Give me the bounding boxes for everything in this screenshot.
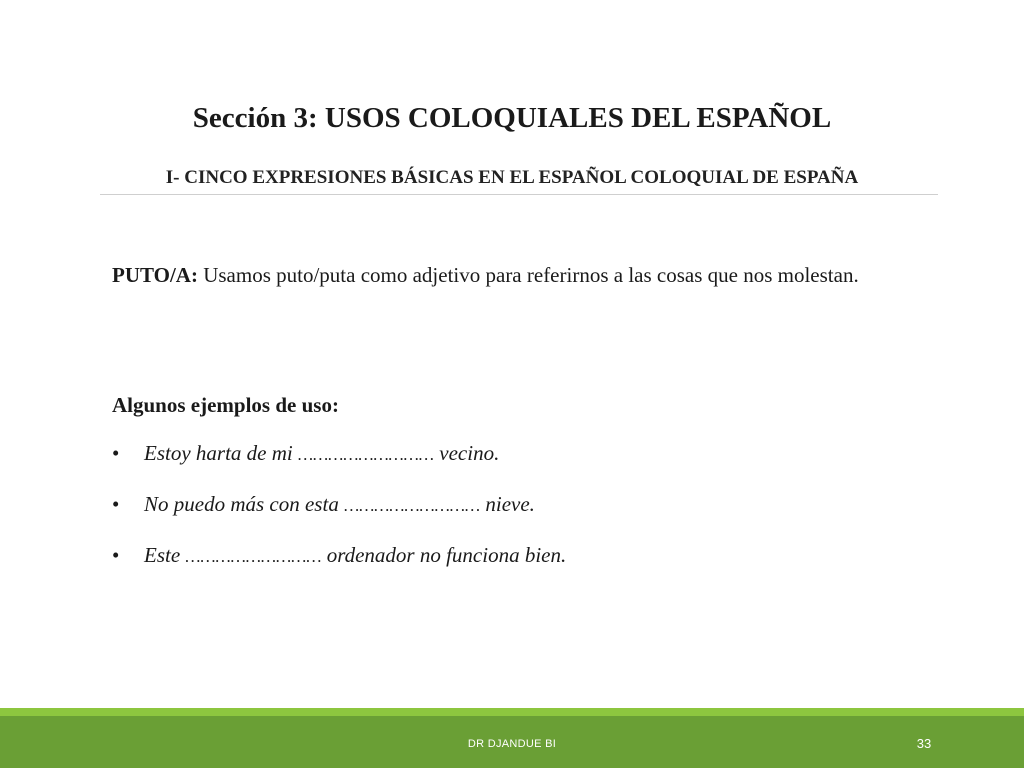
definition-paragraph (112, 258, 930, 292)
example-text-before: Estoy harta de mi (144, 441, 298, 465)
example-text-before: No puedo más con esta (144, 492, 345, 516)
example-text-after: nieve. (480, 492, 535, 516)
page-number: 33 (916, 736, 932, 751)
slide-subtitle: I- CINCO EXPRESIONES BÁSICAS EN EL ESPAÑOL COLOQUIAL DE ESPAÑA (165, 167, 859, 188)
footer-accent-strip (0, 708, 1024, 716)
definition-text: Usamos puto/puta como adjetivo para referirnos a las cosas que nos molestan. (197, 263, 859, 287)
footer-author: DR DJANDUE BI (467, 738, 557, 750)
bullet-icon: • (112, 441, 120, 465)
example-item (112, 436, 930, 470)
example-blank: ……………………… (344, 496, 481, 515)
definition-term: PUTO/A: (112, 263, 198, 287)
examples-list (112, 436, 930, 589)
example-text-after: vecino. (434, 441, 500, 465)
example-text-after: ordenador no funciona bien. (321, 543, 567, 567)
example-item (112, 487, 930, 521)
example-blank: ……………………… (185, 547, 322, 566)
title-divider (100, 194, 938, 195)
example-text-before: Este (144, 543, 186, 567)
examples-heading: Algunos ejemplos de uso: (112, 393, 339, 417)
example-blank: ……………………… (297, 445, 435, 464)
bullet-icon: • (112, 543, 120, 567)
slide-title: Sección 3: USOS COLOQUIALES DEL ESPAÑOL (192, 102, 832, 134)
example-item (112, 538, 930, 572)
bullet-icon: • (112, 492, 120, 516)
